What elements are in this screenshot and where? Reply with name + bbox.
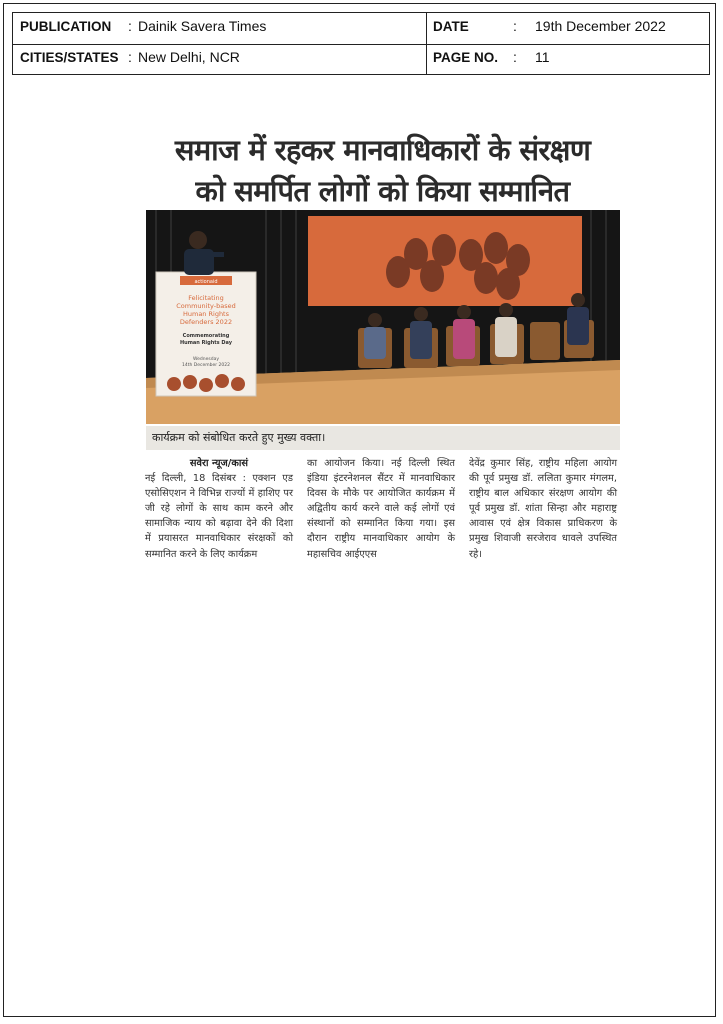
cities-sep: :	[128, 49, 132, 65]
article-column-3: देवेंद्र कुमार सिंह, राष्ट्रीय महिला आयोग की पूर्व प्रमुख डॉ. ललिता कुमार मंगलम, राष्ट्रीय बाल अधिकार संरक्षण आयोग की पूर्व प्रमुख डॉ. शांता सिन्हा और महाराष्ट्र आवास एवं क्षेत्र विकास प्राधिकरण के प्रमुख शिवाजी सरजेराव धावले उपस्थित रहे।	[469, 458, 617, 560]
header-divider	[426, 13, 427, 74]
publication-label: PUBLICATION	[20, 19, 112, 34]
cities-label: CITIES/STATES	[20, 50, 119, 65]
header-row-publication	[13, 13, 709, 45]
banner-brand: actionaid	[194, 279, 218, 285]
article-photo	[146, 210, 620, 424]
article-column-1	[145, 456, 293, 562]
date-sep: :	[513, 18, 517, 34]
headline-line-2: को समर्पित लोगों को किया सम्मानित	[195, 174, 570, 208]
banner-line-3: Human Rights	[182, 310, 230, 318]
banner-day: Wednesday	[192, 357, 220, 362]
article-column-2: का आयोजन किया। नई दिल्ली स्थित इंडिया इंटरनेशनल सैंटर में मानवाधिकार दिवस के मौके पर आयोजित कार्यक्रम में अद्वितीय कार्य करने वाले कई लोगों एवं संस्थानों को सम्मानित किया गया। इस दौरान राष्ट्रीय मानवाधिकार आयोग के महासचिव आईएएस	[307, 458, 455, 560]
article-column-1-text: नई दिल्ली, 18 दिसंबर : एक्शन एड एसोसिएशन ने विभिन्न राज्यों में हाशिए पर जी रहे लोगों के साथ काम करने और सामाजिक न्याय को बढ़ावा देने की दिशा में प्रयासरत मानवाधिकार संरक्षकों को सम्मानित करने के लिए कार्यक्रम	[145, 473, 293, 560]
page-value: 11	[535, 49, 550, 65]
publication-sep: :	[128, 18, 132, 34]
news-article	[145, 130, 620, 590]
banner-line-2: Community-based	[176, 302, 236, 310]
banner-line-1: Felicitating	[188, 294, 224, 302]
page-label: PAGE NO.	[433, 50, 499, 65]
article-byline: सवेरा न्यूज/कासं	[189, 458, 249, 469]
page-sep: :	[513, 49, 517, 65]
clipping-header	[12, 12, 710, 75]
headline-line-1: समाज में रहकर मानवाधिकारों के संरक्षण	[174, 133, 591, 167]
banner-line-4: Defenders 2022	[179, 318, 233, 326]
header-row-cities	[13, 44, 709, 75]
cities-value: New Delhi, NCR	[138, 49, 240, 65]
date-value: 19th December 2022	[535, 18, 666, 34]
event-stage-image	[146, 210, 620, 424]
photo-caption: कार्यक्रम को संबोधित करते हुए मुख्य वक्ता।	[146, 426, 620, 450]
article-headline	[145, 130, 620, 212]
banner-line-5: Commemorating	[182, 333, 230, 339]
date-label: DATE	[433, 19, 469, 34]
publication-value: Dainik Savera Times	[138, 18, 267, 34]
banner-date: 14th December 2022	[182, 363, 230, 368]
banner-line-6: Human Rights Day	[179, 340, 233, 346]
